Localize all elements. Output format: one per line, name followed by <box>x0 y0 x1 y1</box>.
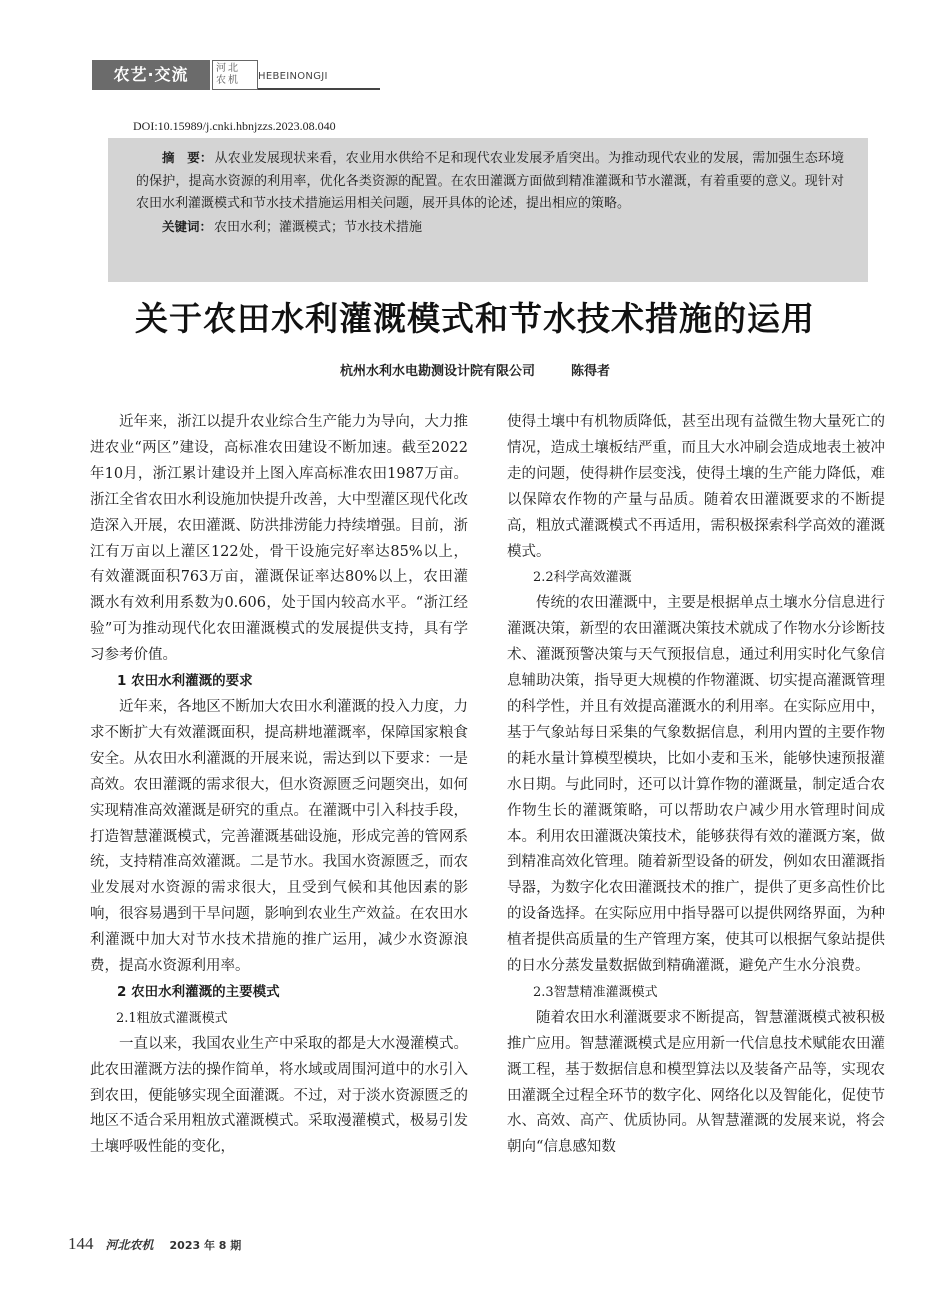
section-tag: 农艺·交流 <box>92 60 210 90</box>
header-divider <box>258 88 380 90</box>
abstract-label: 摘 要： <box>162 150 213 165</box>
body-column-left <box>90 410 468 1161</box>
affiliation: 杭州水利水电勘测设计院有限公司 <box>339 364 535 379</box>
subsection-2-3-paragraph: 随着农田水利灌溉要求不断提高，智慧灌溉模式被积极推广应用。智慧灌溉模式是应用新一代信息技术赋能农田灌溉工程，基于数据信息和模型算法以及装备产品等，实现农田灌溉全过程全环节的数字化、网络化以及智能化，促使节水、高效、高产、优质协同。从智慧灌溉的发展来说，将会朝向“信息感知数 <box>507 1009 885 1156</box>
keywords-text: 农田水利；灌溉模式；节水技术措施 <box>214 219 423 235</box>
section-1-paragraph: 近年来，各地区不断加大农田水利灌溉的投入力度，力求不断扩大有效灌溉面积，提高耕地灌溉率，保障国家粮食安全。从农田水利灌溉的开展来说，需达到以下要求：一是高效。农田灌溉的需求很大，但水资源匮乏问题突出，如何实现精准高效灌溉是研究的重点。在灌溉中引入科技手段，打造智慧灌溉模式，完善灌溉基础设施，形成完善的管网系统，支持精准高效灌溉。二是节水。我国水资源匮乏，而农业发展对水资源的需求很大，且受到气候和其他因素的影响，很容易遇到干旱问题，影响到农业生产效益。在农田水利灌溉中加大对节水技术措施的推广运用，减少水资源浪费，提高水资源利用率。 <box>90 698 468 975</box>
abstract-paragraph <box>136 147 844 216</box>
subsection-heading-2-2: 2.2科学高效灌溉 <box>533 570 632 586</box>
author: 陈得者 <box>571 364 611 379</box>
issue-label: 2023 年 8 期 <box>169 1239 242 1252</box>
intro-paragraph: 近年来，浙江以提升农业综合生产能力为导向，大力推进农业“两区”建设，高标准农田建设不断加速。截至2022年10月，浙江累计建设并上图入库高标准农田1987万亩。浙江全省农田水利设施加快提升改善，大中型灌区现代化改造深入开展，农田灌溉、防洪排涝能力持续增强。目前，浙江有万亩以上灌区122处，骨干设施完好率达85%以上，有效灌溉面积763万亩，灌溉保证率达80%以上，农田灌溉水有效利用系数为0.606，处于国内较高水平。“浙江经验”可为推动现代化农田灌溉模式的发展提供支持，具有学习参考价值。 <box>90 414 468 664</box>
keywords-paragraph <box>136 216 844 240</box>
subsection-heading-2-3: 2.3智慧精准灌溉模式 <box>533 984 658 1000</box>
abstract-text: 从农业发展现状来看，农业用水供给不足和现代农业发展矛盾突出。为推动现代农业的发展，需加强生态环境的保护，提高水资源的利用率，优化各类资源的配置。在农田灌溉方面做到精准灌溉和节水灌溉，有着重要的意义。现针对农田水利灌溉模式和节水技术措施运用相关问题，展开具体的论述，提出相应的策略。 <box>136 151 844 211</box>
subsection-2-1-continued: 使得土壤中有机物质降低，甚至出现有益微生物大量死亡的情况，造成土壤板结严重，而且大水冲刷会造成地表土被冲走的问题，使得耕作层变浅，使得土壤的生产能力降低，难以保障农作物的产量与品质。随着农田灌溉要求的不断提高，粗放式灌溉模式不再适用，需积极探索科学高效的灌溉模式。 <box>507 414 885 560</box>
section-heading-2: 2 农田水利灌溉的主要模式 <box>117 983 280 1000</box>
section-heading-1: 1 农田水利灌溉的要求 <box>117 673 253 690</box>
subsection-2-1-paragraph: 一直以来，我国农业生产中采取的都是大水漫灌模式。此农田灌溉方法的操作简单，将水域或周围河道中的水引入到农田，便能够实现全面灌溉。不过，对于淡水资源匮乏的地区不适合采用粗放式灌溉模式。采取漫灌模式，极易引发土壤呼吸性能的变化， <box>90 1035 468 1156</box>
journal-logo-line1: 河北 <box>216 63 240 74</box>
journal-logo-line2: 农机 <box>216 75 240 86</box>
footer-journal-logo: 河北农机 <box>105 1238 154 1252</box>
body-column-right <box>507 410 885 1161</box>
keywords-label: 关键词： <box>162 218 213 234</box>
journal-logo <box>212 60 258 90</box>
journal-pinyin: HEBEINONGJI <box>258 71 328 82</box>
byline <box>0 360 950 379</box>
page-footer <box>68 1234 241 1254</box>
subsection-heading-2-1: 2.1粗放式灌溉模式 <box>116 1010 228 1026</box>
abstract-box <box>108 138 868 282</box>
page-number: 144 <box>68 1234 94 1253</box>
subsection-2-2-paragraph: 传统的农田灌溉中，主要是根据单点土壤水分信息进行灌溉决策，新型的农田灌溉决策技术就成了作物水分诊断技术、灌溉预警决策与天气预报信息，通过利用实时化气象信息辅助决策，指导更大规模的作物灌溉、切实提高灌溉管理的科学性，并且有效提高灌溉水的利用率。在实际应用中，基于气象站每日采集的气象数据信息，利用内置的主要作物的耗水量计算模型模块，比如小麦和玉米，能够快速预报灌水日期。与此同时，还可以计算作物的灌溉量，制定适合农作物生长的灌溉策略，可以帮助农户减少用水管理时间成本。利用农田灌溉决策技术，能够获得有效的灌溉方案，做到精准高效化管理。随着新型设备的研发，例如农田灌溉指导器，为数字化农田灌溉技术的推广，提供了更多高性价比的设备选择。在实际应用中指导器可以提供网络界面，为种植者提供高质量的生产管理方案，使其可以根据气象站提供的日水分蒸发量数据做到精确灌溉，避免产生水分浪费。 <box>507 595 885 975</box>
article-title: 关于农田水利灌溉模式和节水技术措施的运用 <box>135 299 815 338</box>
doi: DOI:10.15989/j.cnki.hbnjzzs.2023.08.040 <box>133 119 336 133</box>
